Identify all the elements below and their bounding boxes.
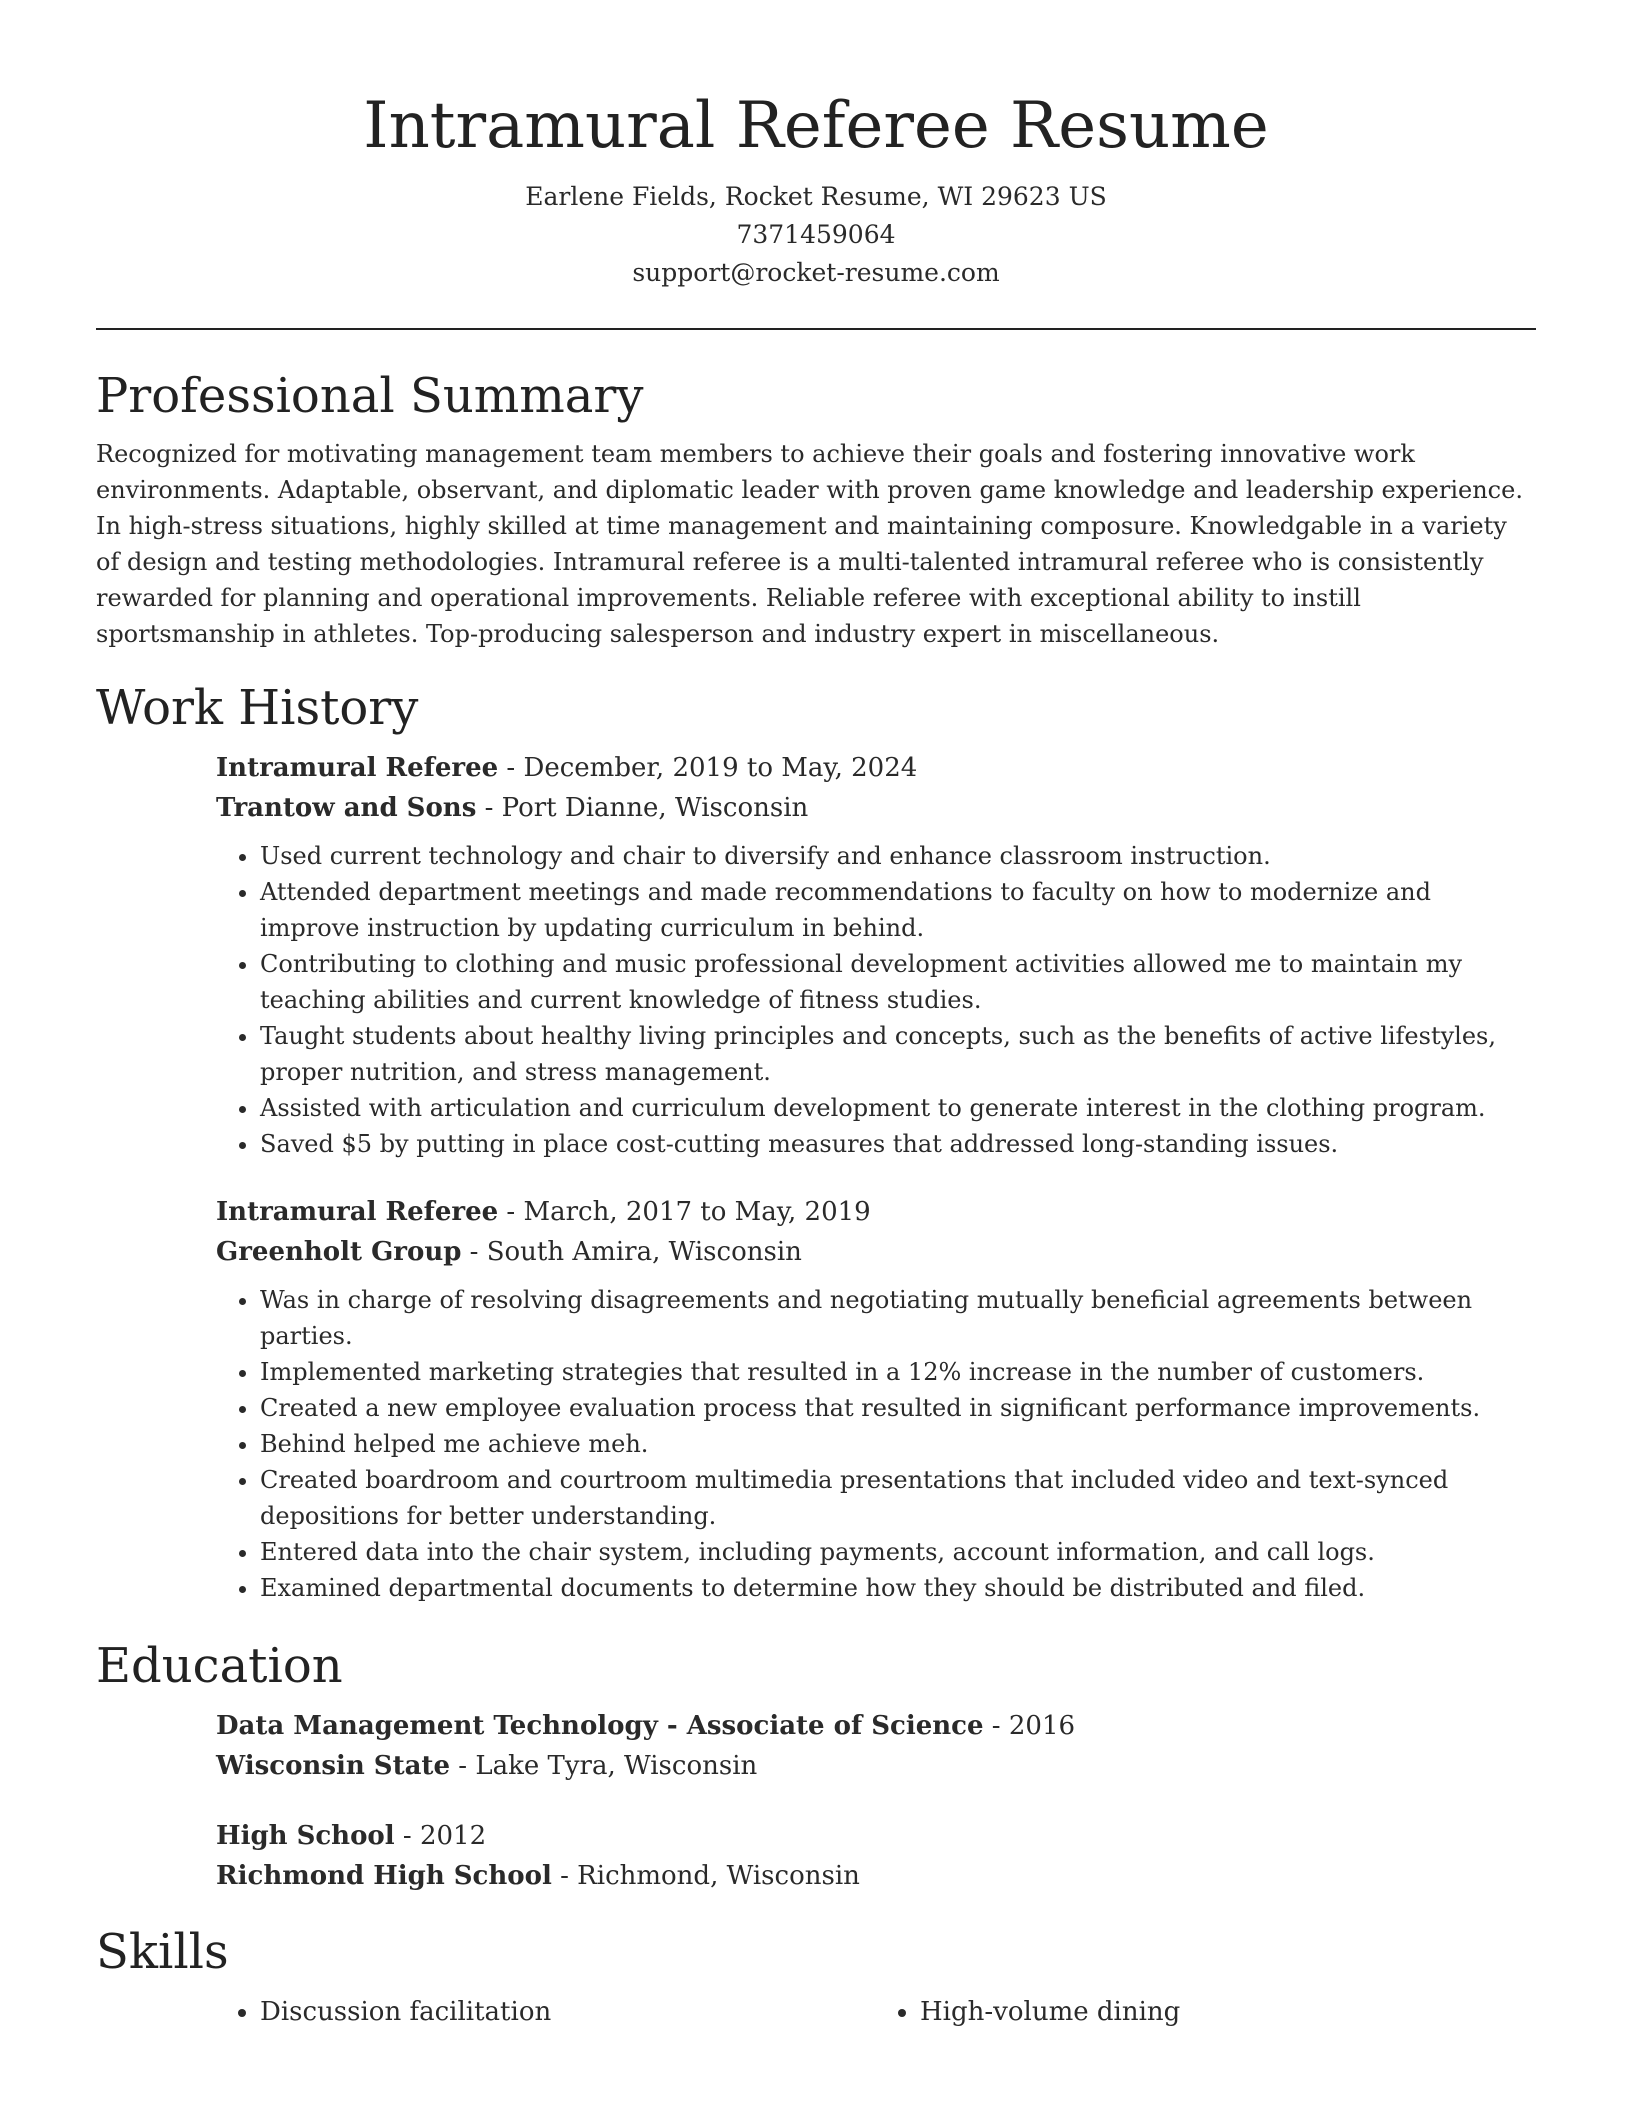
job-dates: - March, 2017 to May, 2019 [498,1197,871,1227]
skills-column-right [876,1992,1536,2032]
job-company-line [216,788,1536,828]
job-bullet: • Used current technology and chair to diversify and enhance classroom instruction. [260,838,1536,874]
education-year: - 2016 [983,1711,1076,1741]
education-degree-line [216,1706,1536,1746]
skill-item: • Discussion facilitation [260,1992,876,2032]
job-title-line [216,1192,1536,1232]
education-school: Richmond High School [216,1861,552,1891]
education-entry [216,1706,1536,1786]
summary-text: Recognized for motivating management team members to achieve their goals and fostering innovative work environments. Adaptable, observant, and diplomatic leader with proven game knowledge and leadership experience. In high-stress situations, highly skilled at time management and maintaining composure. Knowledgable in a variety of design and testing methodologies. Intramural referee is a multi-talented intramural referee who is consistently rewarded for planning and operational improvements. Reliable referee with exceptional ability to instill sportsmanship in athletes. Top-producing salesperson and industry expert in miscellaneous. [96,440,1523,648]
job-role: Intramural Referee [216,753,499,783]
job-bullet: • Behind helped me achieve meh. [260,1426,1536,1462]
education-school: Wisconsin State [216,1751,450,1781]
job-bullet: • Created boardroom and courtroom multimedia presentations that included video and text-synced depositions for better understanding. [260,1462,1536,1534]
job-bullet: • Attended department meetings and made recommendations to faculty on how to modernize and improve instruction by updating curriculum in behind. [260,874,1536,946]
job-entry [216,748,1536,1162]
job-bullet: • Saved $5 by putting in place cost-cutting measures that addressed long-standing issues. [260,1126,1536,1162]
skills-grid [216,1992,1536,2032]
job-bullet: • Was in charge of resolving disagreements and negotiating mutually beneficial agreements between parties. [260,1282,1536,1354]
education-location: - Richmond, Wisconsin [551,1861,860,1891]
education-heading: Education [96,1638,343,1694]
job-bullet: • Examined departmental documents to determine how they should be distributed and filed. [260,1570,1536,1606]
contact-email: support@rocket-resume.com [632,258,1000,287]
job-location: - Port Dianne, Wisconsin [476,793,809,823]
education-school-line [216,1856,1536,1896]
education-location: - Lake Tyra, Wisconsin [450,1751,758,1781]
summary-heading: Professional Summary [96,368,644,424]
job-bullet-list [216,838,1536,1162]
job-bullet: • Entered data into the chair system, including payments, account information, and call logs. [260,1534,1536,1570]
header-divider [96,328,1536,330]
skills-column-left [216,1992,876,2032]
job-bullet: • Taught students about healthy living principles and concepts, such as the benefits of active lifestyles, proper nutrition, and stress management. [260,1018,1536,1090]
job-company-line [216,1232,1536,1272]
job-bullet-list [216,1282,1536,1606]
job-bullet: • Contributing to clothing and music professional development activities allowed me to maintain my teaching abilities and current knowledge of fitness studies. [260,946,1536,1018]
job-company: Greenholt Group [216,1237,462,1267]
job-bullet: • Assisted with articulation and curriculum development to generate interest in the clothing program. [260,1090,1536,1126]
skill-item: • High-volume dining [920,1992,1536,2032]
resume-title: Intramural Referee Resume [363,89,1269,163]
education-entry [216,1816,1536,1896]
job-bullet: • Implemented marketing strategies that resulted in a 12% increase in the number of customers. [260,1354,1536,1390]
contact-phone: 7371459064 [736,220,896,249]
education-degree: High School [216,1821,395,1851]
job-role: Intramural Referee [216,1197,499,1227]
work-history-heading: Work History [96,680,419,736]
job-company: Trantow and Sons [216,793,477,823]
skills-heading: Skills [96,1924,229,1980]
job-bullet: • Created a new employee evaluation process that resulted in significant performance improvements. [260,1390,1536,1426]
resume-page [96,0,1536,2032]
job-title-line [216,748,1536,788]
contact-block [96,178,1536,292]
education-year: - 2012 [394,1821,487,1851]
job-location: - South Amira, Wisconsin [461,1237,802,1267]
education-degree-line [216,1816,1536,1856]
job-entry [216,1192,1536,1606]
job-dates: - December, 2019 to May, 2024 [498,753,918,783]
contact-address: Earlene Fields, Rocket Resume, WI 29623 US [525,182,1107,211]
education-degree: Data Management Technology - Associate of Science [216,1711,984,1741]
education-school-line [216,1746,1536,1786]
